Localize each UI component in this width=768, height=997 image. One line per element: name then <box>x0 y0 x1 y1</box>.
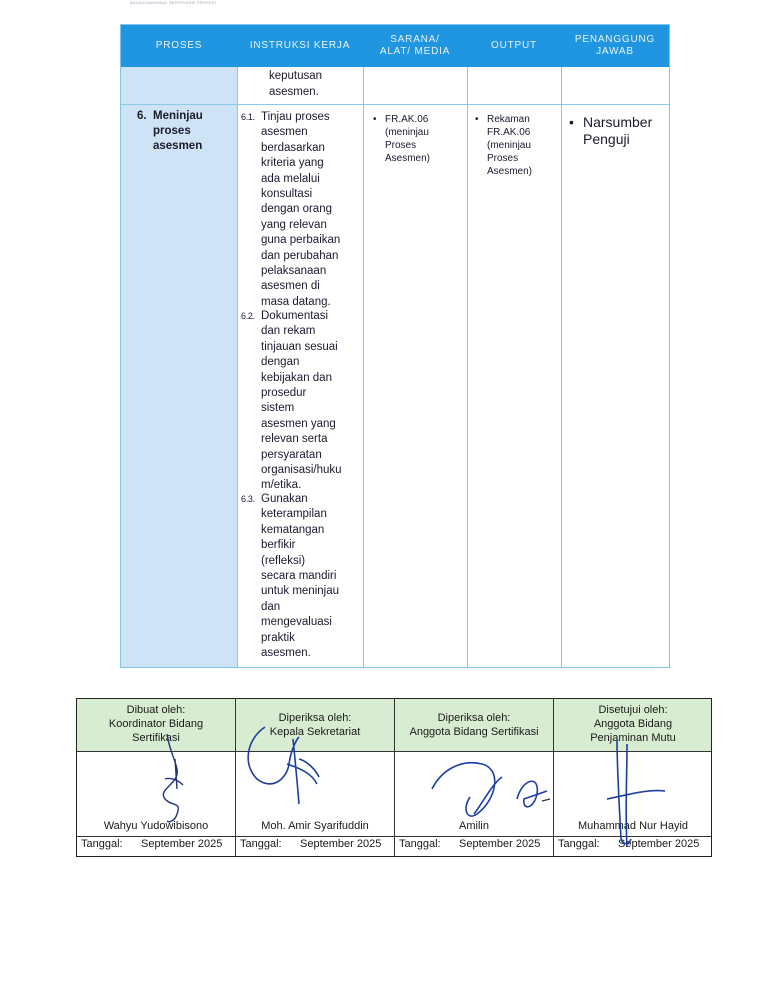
sarana-line: FR.AK.06 <box>385 114 429 125</box>
date-value: September 2025 <box>459 838 541 850</box>
date-label: Tanggal: <box>399 838 441 850</box>
signer-role-line: Dibuat oleh: <box>126 704 186 716</box>
signer-role-line: Diperiksa oleh: <box>437 712 511 724</box>
signer-name: Moh. Amir Syarifuddin <box>261 820 369 832</box>
signer-name: Wahyu Yudowibisono <box>103 820 209 832</box>
process-column-bg <box>121 67 237 667</box>
continued-text-line: keputusan <box>269 70 323 82</box>
output-line: (meninjau <box>487 140 531 151</box>
pj-text <box>583 114 652 148</box>
step-text <box>261 492 365 661</box>
step-line: dengan <box>261 356 300 369</box>
signer-role-line: Anggota Bidang <box>593 718 673 730</box>
step-line: secara mandiri <box>261 570 337 583</box>
date-value: September 2025 <box>141 838 223 850</box>
signer-role-line: Diperiksa oleh: <box>278 712 352 724</box>
sarana-line: Asesmen) <box>385 153 431 164</box>
step-line: yang relevan <box>261 218 327 231</box>
signer-role-line: Penjaminan Mutu <box>590 732 676 744</box>
col-divider <box>467 67 468 667</box>
signature-mark <box>422 749 572 829</box>
step-line: ada melalui <box>261 172 320 185</box>
signer-name: Amilin <box>459 820 489 832</box>
step-line: dan perubahan <box>261 249 339 262</box>
col-divider <box>561 67 562 667</box>
bullet-icon: • <box>475 114 479 125</box>
step-line: Gunakan <box>261 493 308 505</box>
signature-table <box>76 698 712 857</box>
col-header-output: OUTPUT <box>491 40 537 51</box>
step-line: organisasi/huku <box>261 464 342 477</box>
col-header-instruksi: INSTRUKSI KERJA <box>249 40 351 51</box>
step-line: konsultasi <box>261 188 313 201</box>
process-name-line: asesmen <box>153 140 203 152</box>
step-line: keterampilan <box>261 508 327 521</box>
step-line: kebijakan dan <box>261 371 332 384</box>
output-text <box>487 113 532 178</box>
bullet-icon: • <box>569 114 574 130</box>
signer-role-line: Kepala Sekretariat <box>269 726 361 738</box>
step-line: Dokumentasi <box>261 310 329 322</box>
agency-header-text: BADAN NASIONAL SERTIFIKASI PROFESI <box>130 0 216 5</box>
process-number: 6. <box>137 110 147 122</box>
pj-line: Penguji <box>583 131 630 147</box>
col-divider <box>237 67 238 667</box>
col-header-penanggung: PENANGGUNG JAWAB <box>574 34 656 57</box>
sarana-line: (meninjau <box>385 127 429 138</box>
signature-mark <box>227 709 337 814</box>
step-line: dengan orang <box>261 203 332 216</box>
step-line: dan rekam <box>261 325 316 338</box>
step-line: Tinjau proses <box>261 111 330 123</box>
process-name-line: Meninjau <box>153 110 203 122</box>
signature-mark <box>587 729 677 854</box>
step-number: 6.2. <box>241 311 255 321</box>
procedure-table <box>120 24 670 668</box>
step-line: praktik <box>261 631 295 644</box>
step-text <box>261 110 365 310</box>
step-line: asesmen di <box>261 280 320 293</box>
step-line: tinjauan sesuai <box>261 340 338 353</box>
output-line: Proses <box>487 153 519 164</box>
step-line: untuk meninjau <box>261 585 339 598</box>
continued-text-line: asesmen. <box>269 86 319 98</box>
date-value: September 2025 <box>300 838 382 850</box>
output-line: Rekaman <box>487 114 530 125</box>
step-line: dan <box>261 600 281 613</box>
output-line: Asesmen) <box>487 166 533 177</box>
step-line: mengevaluasi <box>261 616 332 629</box>
step-line: m/etika. <box>261 479 302 492</box>
step-text <box>261 309 365 494</box>
process-name-line: proses <box>153 125 191 137</box>
signature-mark <box>147 729 197 824</box>
step-line: sistem <box>261 402 295 415</box>
step-line: persyaratan <box>261 448 322 461</box>
signer-role-line: Koordinator Bidang <box>108 718 204 730</box>
row-divider <box>121 104 669 105</box>
date-label: Tanggal: <box>558 838 600 850</box>
step-line: masa datang. <box>261 295 331 308</box>
step-line: (refleksi) <box>261 554 306 567</box>
date-value: September 2025 <box>618 838 700 850</box>
step-line: pelaksanaan <box>261 265 327 278</box>
col-header-proses: PROSES <box>155 40 203 51</box>
sarana-line: Proses <box>385 140 417 151</box>
step-line: relevan serta <box>261 433 328 446</box>
signer-role-line: Sertifikasi <box>132 732 180 744</box>
step-number: 6.1. <box>241 112 255 122</box>
bullet-icon: • <box>373 114 377 125</box>
pj-line: Narsumber <box>583 114 653 130</box>
date-label: Tanggal: <box>240 838 282 850</box>
step-line: berdasarkan <box>261 141 325 154</box>
col-header-sarana: SARANA/ ALAT/ MEDIA <box>379 34 451 57</box>
step-line: kematangan <box>261 523 325 536</box>
signer-name: Muhammad Nur Hayid <box>577 820 689 832</box>
signer-role <box>395 711 553 739</box>
step-line: asesmen <box>261 126 308 139</box>
output-line: FR.AK.06 <box>487 127 531 138</box>
sarana-text <box>385 113 430 165</box>
date-label: Tanggal: <box>81 838 123 850</box>
signer-role-line: Disetujui oleh: <box>598 704 668 716</box>
signer-role-line: Anggota Bidang Sertifikasi <box>409 726 539 738</box>
step-line: prosedur <box>261 387 307 400</box>
step-line: guna perbaikan <box>261 234 341 247</box>
step-line: kriteria yang <box>261 157 324 170</box>
step-line: asesmen yang <box>261 417 336 430</box>
step-number: 6.3. <box>241 494 255 504</box>
step-line: berfikir <box>261 539 296 552</box>
step-line: asesmen. <box>261 647 311 660</box>
